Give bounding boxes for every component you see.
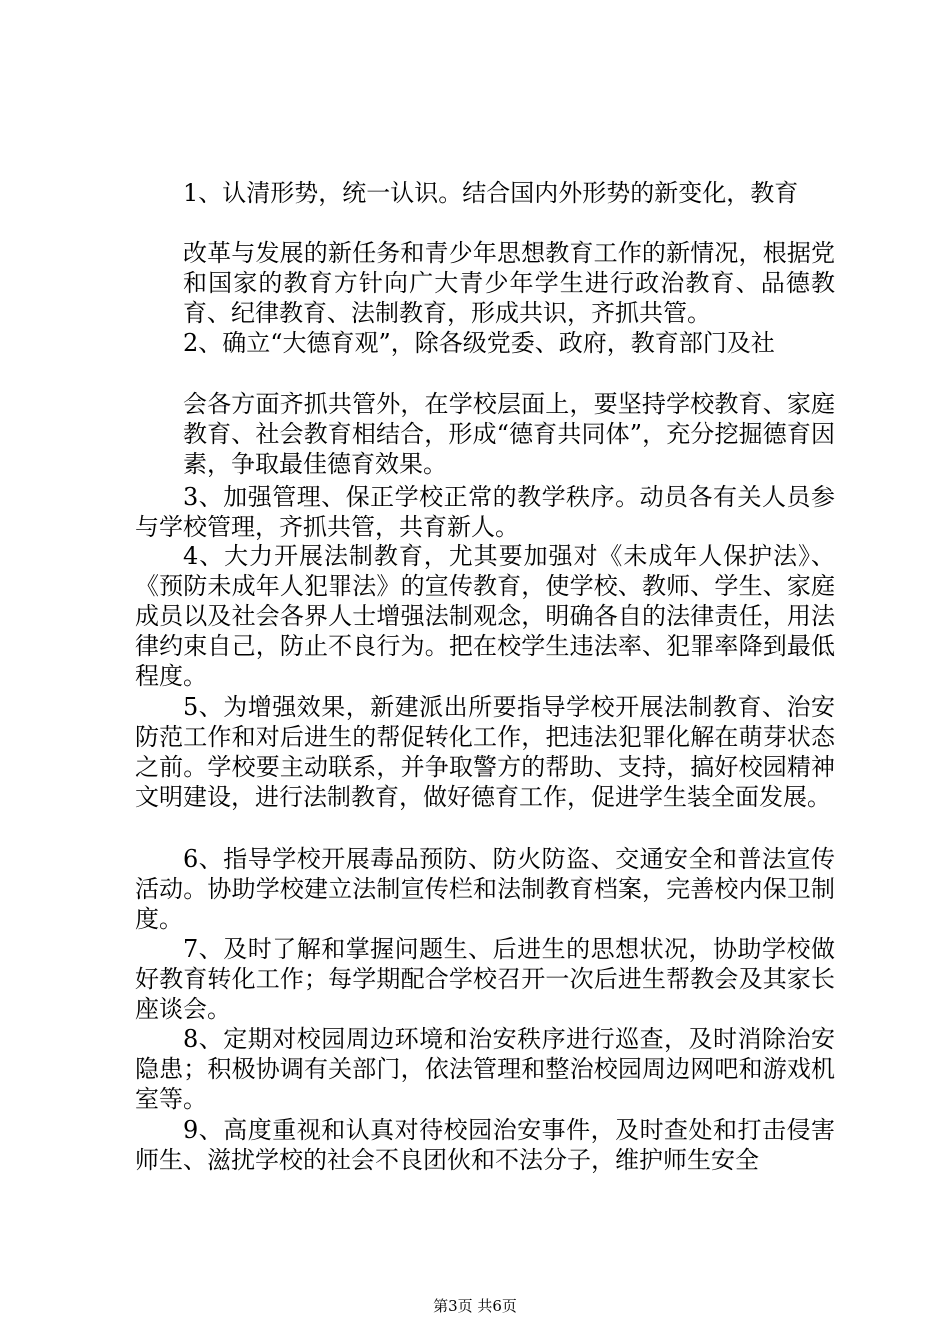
paragraph-6: 6、指导学校开展毒品预防、防火防盗、交通安全和普法宣传活动。协助学校建立法制宣传栏和法制教育档案，完善校内保卫制度。: [135, 845, 835, 933]
paragraph-4: 4、大力开展法制教育，尤其要加强对《未成年人保护法》、《预防未成年人犯罪法》的宣传教育，使学校、教师、学生、家庭成员以及社会各界人士增强法制观念，明确各自的法律责任，用法律约束自己，防止不良行为。把在校学生违法率、犯罪率降到最低程度。: [135, 542, 835, 690]
paragraph-1-body: 改革与发展的新任务和青少年思想教育工作的新情况，根据党和国家的教育方针向广大青少年学生进行政治教育、品德教育、纪律教育、法制教育，形成共识，齐抓共管。: [183, 239, 835, 327]
paragraph-8: 8、定期对校园周边环境和治安秩序进行巡查，及时消除治安隐患；积极协调有关部门，依法管理和整治校园周边网吧和游戏机室等。: [135, 1025, 835, 1113]
paragraph-5: 5、为增强效果，新建派出所要指导学校开展法制教育、治安防范工作和对后进生的帮促转化工作，把违法犯罪化解在萌芽状态之前。学校要主动联系，并争取警方的帮助、支持，搞好校园精神文明建设，进行法制教育，做好德育工作，促进学生装全面发展。: [135, 693, 835, 811]
paragraph-9: 9、高度重视和认真对待校园治安事件，及时查处和打击侵害师生、滋扰学校的社会不良团伙和不法分子，维护师生安全: [135, 1116, 835, 1174]
page-number-footer: 第3页 共6页: [433, 1297, 517, 1315]
paragraph-2-line: 2、确立“大德育观”，除各级党委、政府，教育部门及社: [183, 329, 775, 357]
paragraph-7: 7、及时了解和掌握问题生、后进生的思想状况，协助学校做好教育转化工作；每学期配合学校召开一次后进生帮教会及其家长座谈会。: [135, 935, 835, 1023]
paragraph-2-body: 会各方面齐抓共管外，在学校层面上，要坚持学校教育、家庭教育、社会教育相结合，形成“德育共同体”，充分挖掘德育因素，争取最佳德育效果。: [183, 390, 835, 478]
paragraph-3: 3、加强管理、保正学校正常的教学秩序。动员各有关人员参与学校管理，齐抓共管，共育新人。: [135, 483, 835, 541]
paragraph-1-line: 1、认清形势，统一认识。结合国内外形势的新变化，教育: [183, 179, 799, 207]
